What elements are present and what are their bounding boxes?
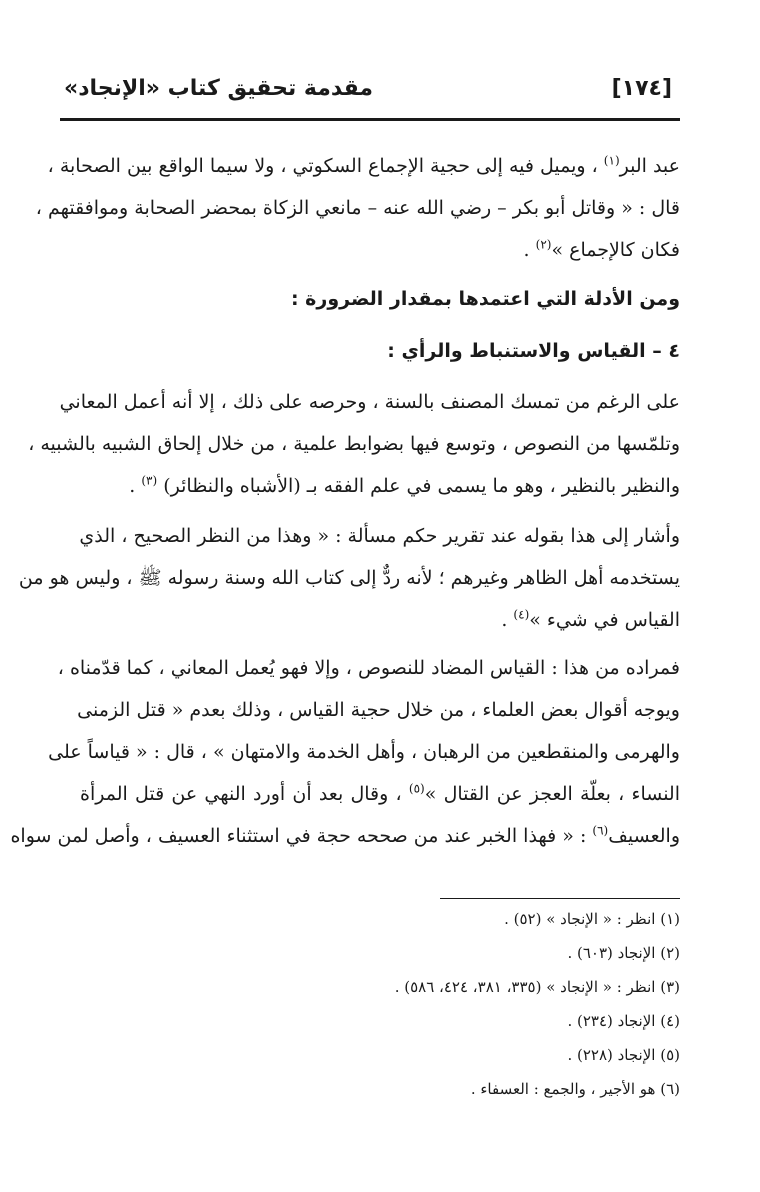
line-text: وتلمّسها من النصوص ، وتوسع فيها بضوابط علمية ، من خلال إلحاق الشبيه بالشبيه ، <box>28 433 680 455</box>
line-text: . <box>501 609 514 631</box>
section-heading: ٤ – القياس والاستنباط والرأي : <box>387 340 680 362</box>
text-line <box>57 652 680 684</box>
line-text: والعسيف <box>608 825 680 847</box>
line-text: النساء ، بعلّة العجز عن القتال » <box>424 783 680 805</box>
line-text: قال : « وقاتل أبو بكر – رضي الله عنه – مانعي الزكاة بمحضر الصحابة وموافقتهم ، <box>35 197 680 219</box>
text-line <box>80 778 680 810</box>
running-title: مقدمة تحقيق كتاب «الإنجاد» <box>64 76 374 101</box>
text-line <box>77 694 680 726</box>
text-line <box>80 520 680 552</box>
line-text: والهرمى والمنقطعين من الرهبان ، وأهل الخدمة والامتهان » ، قال : « قياساً على <box>48 741 680 763</box>
footnote-item: (٣) انظر : « الإنجاد » (٣٣٥، ٣٨١، ٤٢٤، ٥٨٦) . <box>394 978 680 996</box>
footnote-ref[interactable]: (٢) <box>535 237 552 252</box>
footnote-item: (٢) الإنجاد (٦٠٣) . <box>567 944 680 962</box>
line-text: ، وقال بعد أن أورد النهي عن قتل المرأة <box>80 783 409 805</box>
line-text: وأشار إلى هذا بقوله عند تقرير حكم مسألة : « وهذا من النظر الصحيح ، الذي <box>79 525 680 547</box>
footnote-item: (٥) الإنجاد (٢٢٨) . <box>567 1046 680 1064</box>
line-text: يستخدمه أهل الظاهر وغيرهم ؛ لأنه ردٌّ إلى كتاب الله وسنة رسوله ﷺ ، وليس هو من <box>18 567 680 589</box>
text-line <box>47 150 680 182</box>
section-heading: ومن الأدلة التي اعتمدها بمقدار الضرورة : <box>290 288 680 310</box>
footnote-item: (٤) الإنجاد (٢٣٤) . <box>567 1012 680 1030</box>
footnote-ref[interactable]: (٣) <box>141 473 158 488</box>
footnote-divider <box>440 898 680 899</box>
line-text: القياس في شيء » <box>529 609 680 631</box>
line-text: فمراده من هذا : القياس المضاد للنصوص ، وإلا فهو يُعمل المعاني ، كما قدّمناه ، <box>57 657 680 679</box>
text-line <box>129 470 680 502</box>
text-line <box>524 234 680 266</box>
text-line <box>18 562 680 594</box>
line-text: والنظير بالنظير ، وهو ما يسمى في علم الفقه بـ (الأشباه والنظائر) <box>157 475 680 497</box>
text-line <box>10 820 680 852</box>
footnote-ref[interactable]: (٦) <box>592 823 609 838</box>
footnote-ref[interactable]: (١) <box>603 153 620 168</box>
line-text: ، ويميل فيه إلى حجية الإجماع السكوتي ، ولا سيما الواقع بين الصحابة ، <box>47 155 604 177</box>
line-text: . <box>523 239 536 261</box>
line-text: فكان كالإجماع » <box>551 239 680 261</box>
text-line <box>501 604 680 636</box>
line-text: : « فهذا الخبر عند من صححه حجة في استثناء العسيف ، وأصل لمن سواه <box>10 825 593 847</box>
text-line <box>35 192 680 224</box>
text-line <box>59 386 680 418</box>
footnote-ref[interactable]: (٥) <box>408 781 425 796</box>
text-line <box>48 736 680 768</box>
line-text: على الرغم من تمسك المصنف بالسنة ، وحرصه على ذلك ، إلا أنه أعمل المعاني <box>59 391 680 413</box>
footnote-ref[interactable]: (٤) <box>513 607 530 622</box>
text-line <box>28 428 680 460</box>
line-text: عبد البر <box>619 155 680 177</box>
line-text: . <box>129 475 142 497</box>
page-number: [١٧٤] <box>611 76 672 101</box>
footnote-item: (٦) هو الأجير ، والجمع : العسفاء . <box>470 1080 680 1098</box>
footnote-item: (١) انظر : « الإنجاد » (٥٢) . <box>504 910 680 928</box>
line-text: ويوجه أقوال بعض العلماء ، من خلال حجية القياس ، وذلك بعدم « قتل الزمنى <box>77 699 680 721</box>
page-header <box>60 72 680 121</box>
